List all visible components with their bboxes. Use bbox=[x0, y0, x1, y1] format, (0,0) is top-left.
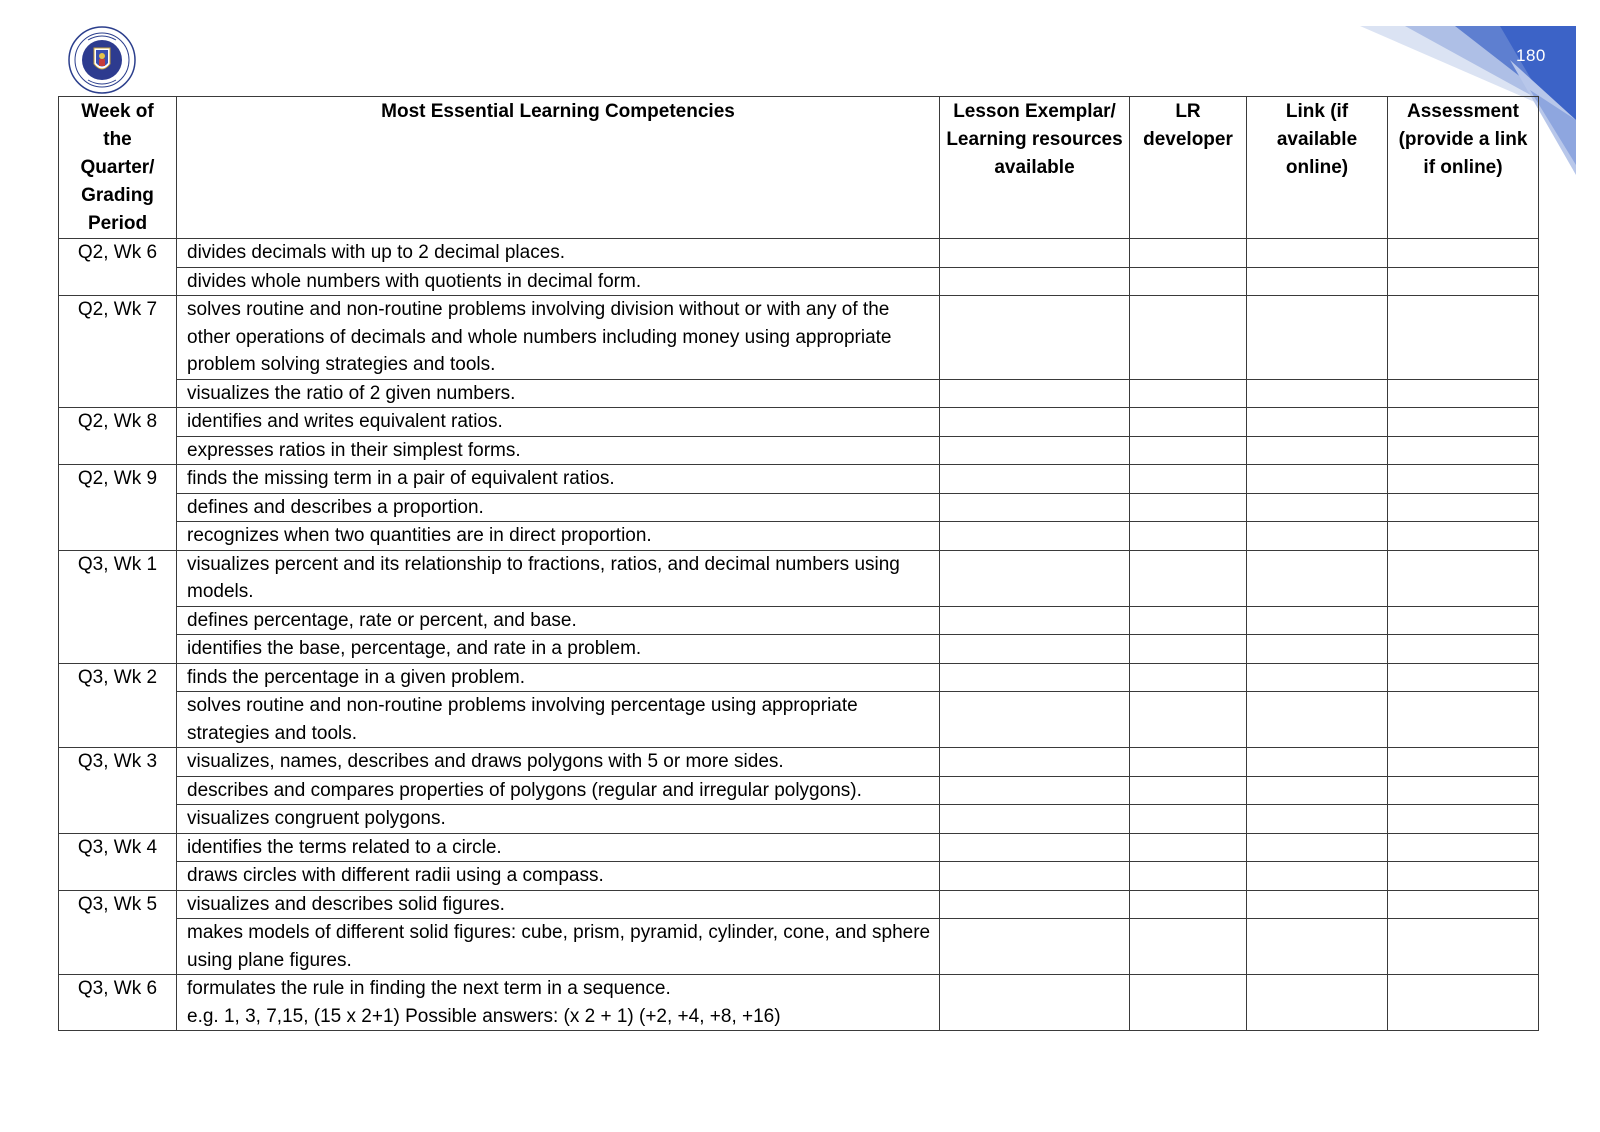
link-cell bbox=[1247, 465, 1388, 494]
competency-cell: solves routine and non-routine problems involving percentage using appropriate strategies and tools. bbox=[177, 692, 940, 748]
table-row bbox=[59, 379, 1539, 408]
assessment-cell bbox=[1388, 635, 1539, 664]
lr-developer-cell bbox=[1130, 919, 1247, 975]
assessment-cell bbox=[1388, 692, 1539, 748]
lr-developer-cell bbox=[1130, 606, 1247, 635]
lesson-exemplar-cell bbox=[940, 663, 1130, 692]
lr-developer-cell bbox=[1130, 296, 1247, 380]
table-row bbox=[59, 890, 1539, 919]
lr-developer-cell bbox=[1130, 436, 1247, 465]
table-row bbox=[59, 692, 1539, 748]
competency-cell: visualizes percent and its relationship to fractions, ratios, and decimal numbers using models. bbox=[177, 550, 940, 606]
assessment-cell bbox=[1388, 296, 1539, 380]
lesson-exemplar-cell bbox=[940, 379, 1130, 408]
link-cell bbox=[1247, 663, 1388, 692]
lesson-exemplar-cell bbox=[940, 862, 1130, 891]
competency-line: formulates the rule in finding the next term in a sequence. bbox=[187, 978, 671, 999]
lr-developer-cell bbox=[1130, 663, 1247, 692]
competency-cell: visualizes, names, describes and draws polygons with 5 or more sides. bbox=[177, 748, 940, 777]
lr-developer-cell bbox=[1130, 890, 1247, 919]
week-cell: Q3, Wk 1 bbox=[59, 550, 177, 663]
assessment-cell bbox=[1388, 663, 1539, 692]
lesson-exemplar-cell bbox=[940, 267, 1130, 296]
link-cell bbox=[1247, 919, 1388, 975]
link-cell bbox=[1247, 862, 1388, 891]
header-competencies: Most Essential Learning Competencies bbox=[177, 97, 940, 239]
assessment-cell bbox=[1388, 748, 1539, 777]
link-cell bbox=[1247, 692, 1388, 748]
lesson-exemplar-cell bbox=[940, 465, 1130, 494]
lr-developer-cell bbox=[1130, 975, 1247, 1031]
table-row bbox=[59, 663, 1539, 692]
assessment-cell bbox=[1388, 833, 1539, 862]
lesson-exemplar-cell bbox=[940, 776, 1130, 805]
table-row bbox=[59, 493, 1539, 522]
assessment-cell bbox=[1388, 862, 1539, 891]
lr-developer-cell bbox=[1130, 465, 1247, 494]
competency-cell: solves routine and non-routine problems involving division without or with any of the other operations of decimals and whole numbers including money using appropriate problem solving strategies and tools. bbox=[177, 296, 940, 380]
assessment-cell bbox=[1388, 493, 1539, 522]
table-row bbox=[59, 436, 1539, 465]
competency-cell: identifies and writes equivalent ratios. bbox=[177, 408, 940, 437]
lr-developer-cell bbox=[1130, 635, 1247, 664]
competency-cell: makes models of different solid figures: cube, prism, pyramid, cylinder, cone, and sphere using plane figures. bbox=[177, 919, 940, 975]
lr-developer-cell bbox=[1130, 862, 1247, 891]
table-row bbox=[59, 919, 1539, 975]
melc-table bbox=[58, 96, 1539, 1031]
link-cell bbox=[1247, 436, 1388, 465]
link-cell bbox=[1247, 408, 1388, 437]
lr-developer-cell bbox=[1130, 692, 1247, 748]
lr-developer-cell bbox=[1130, 379, 1247, 408]
lr-developer-cell bbox=[1130, 748, 1247, 777]
lesson-exemplar-cell bbox=[940, 522, 1130, 551]
link-cell bbox=[1247, 522, 1388, 551]
lesson-exemplar-cell bbox=[940, 550, 1130, 606]
link-cell bbox=[1247, 833, 1388, 862]
lr-developer-cell bbox=[1130, 776, 1247, 805]
header-week: Week of the Quarter/ Grading Period bbox=[59, 97, 177, 239]
link-cell bbox=[1247, 748, 1388, 777]
lr-developer-cell bbox=[1130, 805, 1247, 834]
table-row bbox=[59, 550, 1539, 606]
table-row bbox=[59, 239, 1539, 268]
assessment-cell bbox=[1388, 465, 1539, 494]
link-cell bbox=[1247, 379, 1388, 408]
lesson-exemplar-cell bbox=[940, 239, 1130, 268]
lesson-exemplar-cell bbox=[940, 408, 1130, 437]
lesson-exemplar-cell bbox=[940, 692, 1130, 748]
header-lesson-exemplar: Lesson Exemplar/ Learning resources available bbox=[940, 97, 1130, 239]
link-cell bbox=[1247, 890, 1388, 919]
competency-cell: expresses ratios in their simplest forms. bbox=[177, 436, 940, 465]
lesson-exemplar-cell bbox=[940, 493, 1130, 522]
table-row bbox=[59, 805, 1539, 834]
competency-cell: identifies the base, percentage, and rate in a problem. bbox=[177, 635, 940, 664]
assessment-cell bbox=[1388, 606, 1539, 635]
week-cell: Q3, Wk 6 bbox=[59, 975, 177, 1031]
assessment-cell bbox=[1388, 436, 1539, 465]
link-cell bbox=[1247, 296, 1388, 380]
lesson-exemplar-cell bbox=[940, 975, 1130, 1031]
assessment-cell bbox=[1388, 239, 1539, 268]
table-row bbox=[59, 267, 1539, 296]
week-cell: Q3, Wk 5 bbox=[59, 890, 177, 975]
assessment-cell bbox=[1388, 522, 1539, 551]
lesson-exemplar-cell bbox=[940, 890, 1130, 919]
table-row bbox=[59, 635, 1539, 664]
assessment-cell bbox=[1388, 550, 1539, 606]
lr-developer-cell bbox=[1130, 408, 1247, 437]
assessment-cell bbox=[1388, 776, 1539, 805]
competency-cell bbox=[177, 975, 940, 1031]
lesson-exemplar-cell bbox=[940, 296, 1130, 380]
week-cell: Q3, Wk 4 bbox=[59, 833, 177, 890]
competency-example-line: e.g. 1, 3, 7,15, (15 x 2+1) Possible answers: (x 2 + 1) (+2, +4, +8, +16) bbox=[187, 1005, 781, 1027]
table-row bbox=[59, 748, 1539, 777]
assessment-cell bbox=[1388, 975, 1539, 1031]
lesson-exemplar-cell bbox=[940, 748, 1130, 777]
table-row bbox=[59, 296, 1539, 380]
competency-cell: identifies the terms related to a circle. bbox=[177, 833, 940, 862]
competency-cell: visualizes the ratio of 2 given numbers. bbox=[177, 379, 940, 408]
table-row bbox=[59, 833, 1539, 862]
header-assessment: Assessment (provide a link if online) bbox=[1388, 97, 1539, 239]
assessment-cell bbox=[1388, 805, 1539, 834]
link-cell bbox=[1247, 267, 1388, 296]
link-cell bbox=[1247, 239, 1388, 268]
competency-cell: visualizes congruent polygons. bbox=[177, 805, 940, 834]
competency-cell: finds the percentage in a given problem. bbox=[177, 663, 940, 692]
table-row bbox=[59, 465, 1539, 494]
week-cell: Q2, Wk 9 bbox=[59, 465, 177, 551]
competency-cell: divides decimals with up to 2 decimal places. bbox=[177, 239, 940, 268]
link-cell bbox=[1247, 776, 1388, 805]
lr-developer-cell bbox=[1130, 522, 1247, 551]
assessment-cell bbox=[1388, 408, 1539, 437]
competency-cell: visualizes and describes solid figures. bbox=[177, 890, 940, 919]
competency-cell: defines percentage, rate or percent, and base. bbox=[177, 606, 940, 635]
competency-cell: divides whole numbers with quotients in decimal form. bbox=[177, 267, 940, 296]
link-cell bbox=[1247, 550, 1388, 606]
table-row bbox=[59, 975, 1539, 1031]
lesson-exemplar-cell bbox=[940, 436, 1130, 465]
lesson-exemplar-cell bbox=[940, 635, 1130, 664]
link-cell bbox=[1247, 975, 1388, 1031]
competency-cell: describes and compares properties of polygons (regular and irregular polygons). bbox=[177, 776, 940, 805]
link-cell bbox=[1247, 635, 1388, 664]
competency-cell: recognizes when two quantities are in direct proportion. bbox=[177, 522, 940, 551]
header-lr-developer: LR developer bbox=[1130, 97, 1247, 239]
table-row bbox=[59, 606, 1539, 635]
week-cell: Q2, Wk 8 bbox=[59, 408, 177, 465]
week-cell: Q2, Wk 6 bbox=[59, 239, 177, 296]
link-cell bbox=[1247, 805, 1388, 834]
lr-developer-cell bbox=[1130, 550, 1247, 606]
header-link: Link (if available online) bbox=[1247, 97, 1388, 239]
link-cell bbox=[1247, 493, 1388, 522]
assessment-cell bbox=[1388, 919, 1539, 975]
table-row bbox=[59, 522, 1539, 551]
week-cell: Q3, Wk 3 bbox=[59, 748, 177, 834]
competency-cell: finds the missing term in a pair of equivalent ratios. bbox=[177, 465, 940, 494]
week-cell: Q2, Wk 7 bbox=[59, 296, 177, 408]
lr-developer-cell bbox=[1130, 493, 1247, 522]
lesson-exemplar-cell bbox=[940, 606, 1130, 635]
lesson-exemplar-cell bbox=[940, 805, 1130, 834]
header-row bbox=[59, 97, 1539, 239]
deped-seal-logo bbox=[68, 26, 136, 94]
lesson-exemplar-cell bbox=[940, 919, 1130, 975]
table-row bbox=[59, 408, 1539, 437]
assessment-cell bbox=[1388, 267, 1539, 296]
competency-cell: defines and describes a proportion. bbox=[177, 493, 940, 522]
lr-developer-cell bbox=[1130, 267, 1247, 296]
lr-developer-cell bbox=[1130, 833, 1247, 862]
assessment-cell bbox=[1388, 379, 1539, 408]
table-row bbox=[59, 776, 1539, 805]
week-cell: Q3, Wk 2 bbox=[59, 663, 177, 748]
table-row bbox=[59, 862, 1539, 891]
page-number: 180 bbox=[1516, 46, 1546, 65]
assessment-cell bbox=[1388, 890, 1539, 919]
link-cell bbox=[1247, 606, 1388, 635]
lr-developer-cell bbox=[1130, 239, 1247, 268]
competency-cell: draws circles with different radii using a compass. bbox=[177, 862, 940, 891]
lesson-exemplar-cell bbox=[940, 833, 1130, 862]
